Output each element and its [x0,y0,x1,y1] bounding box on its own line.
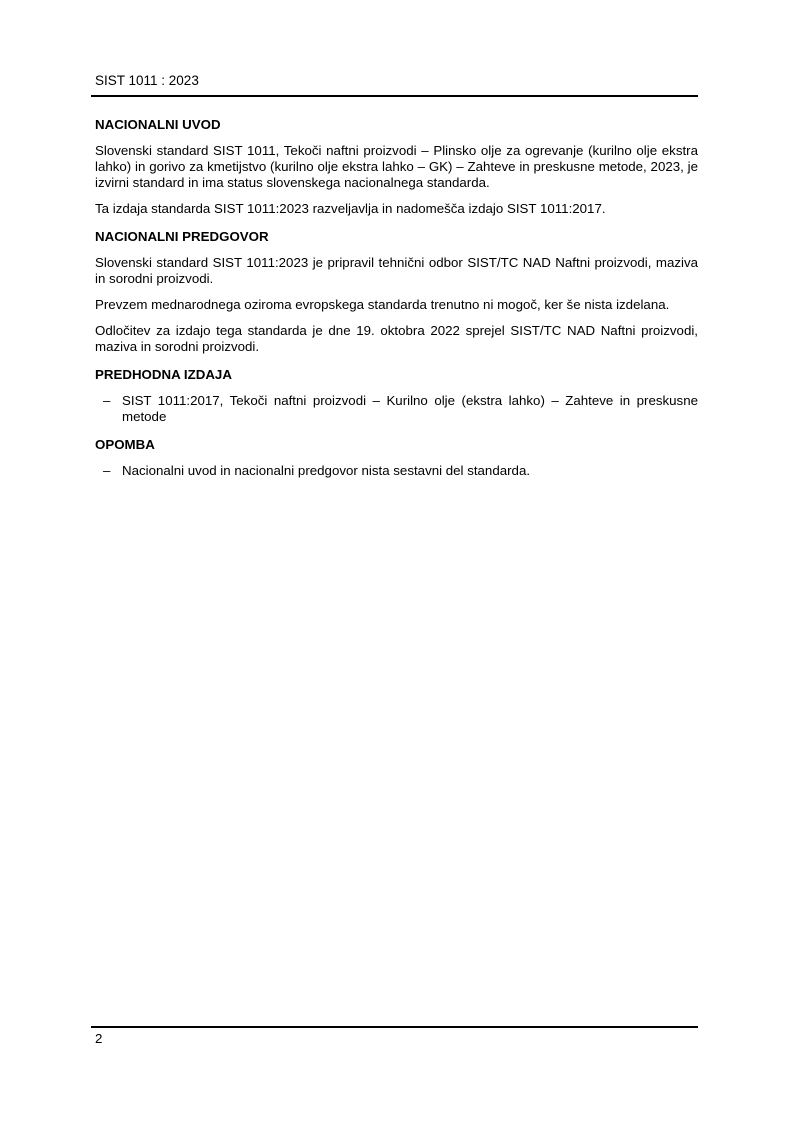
paragraph: Slovenski standard SIST 1011:2023 je pripravil tehnični odbor SIST/TC NAD Naftni proizvodi, maziva in sorodni proizvodi. [95,255,698,286]
page-number: 2 [95,1031,103,1046]
list-marker-dash: – [103,393,111,408]
list-item [95,463,698,479]
footer-rule [91,1026,698,1028]
section-heading-opomba: OPOMBA [95,437,155,452]
section-heading-predhodna-izdaja: PREDHODNA IZDAJA [95,367,232,382]
document-body [95,117,698,489]
paragraph: Ta izdaja standarda SIST 1011:2023 razveljavlja in nadomešča izdajo SIST 1011:2017. [95,201,606,216]
list-marker-dash: – [103,463,111,478]
page-header [95,73,698,89]
section-heading-nacionalni-predgovor: NACIONALNI PREDGOVOR [95,229,269,244]
header-title: SIST 1011 : 2023 [95,73,199,88]
header-rule [91,95,698,97]
paragraph: Odločitev za izdajo tega standarda je dne 19. oktobra 2022 sprejel SIST/TC NAD Naftni proizvodi, maziva in sorodni proizvodi. [95,323,698,354]
list-item-text: SIST 1011:2017, Tekoči naftni proizvodi – Kurilno olje (ekstra lahko) – Zahteve in preskusne metode [122,393,698,424]
paragraph: Slovenski standard SIST 1011, Tekoči naftni proizvodi – Plinsko olje za ogrevanje (kurilno olje ekstra lahko) in gorivo za kmetijstvo (kurilno olje ekstra lahko – GK) – Zahteve in preskusne metode, 2023, je izvirni standard in ima status slovenskega nacionalnega standarda. [95,143,698,190]
paragraph: Prevzem mednarodnega oziroma evropskega standarda trenutno ni mogoč, ker še nista izdelana. [95,297,670,312]
list-item [95,393,698,425]
list-item-text: Nacionalni uvod in nacionalni predgovor nista sestavni del standarda. [122,463,531,478]
section-heading-nacionalni-uvod: NACIONALNI UVOD [95,117,221,132]
